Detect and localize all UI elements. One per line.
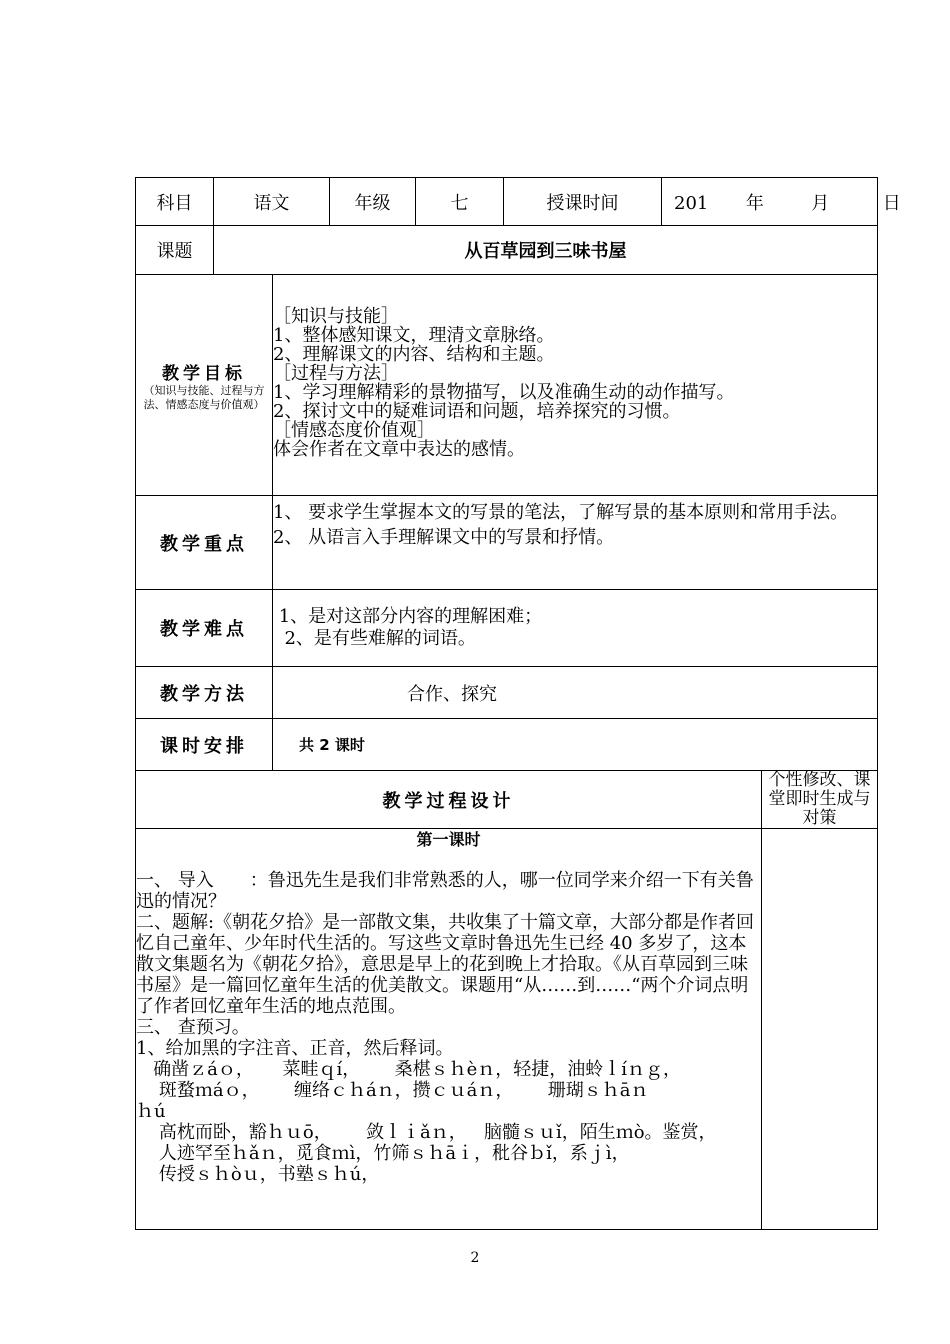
key-points-row	[136, 496, 878, 590]
goal-line: ［过程与方法］	[273, 363, 399, 384]
time-value	[662, 178, 901, 226]
time-label: 授课时间	[504, 178, 662, 226]
goal-line: ［情感态度价值观］	[273, 420, 435, 441]
process-body-row	[136, 829, 878, 1230]
pinyin-line: 高枕而卧，豁ｈｕō， 敛ｌｉǎｎ， 脑髓ｓｕǐ，陌生ｍò。鉴赏，	[136, 1122, 717, 1143]
topic-row	[136, 226, 878, 275]
process-paragraph: 二、题解:《朝花夕拾》是一部散文集，共收集了十篇文章，大部分都是作者回忆自己童年、少年时代生活的。写这些文章时鲁迅先生已经 40 多岁了，这本散文集题名为《朝花夕拾》，意思是早上的花到晚上才拾取。《从百草园到三味书屋》是一篇回忆童年生活的优美散文。课题用“从……到……“两个介词点明了作者回忆童年生活的地点范围。	[136, 912, 755, 1017]
difficulties-row	[136, 590, 878, 667]
process-paragraph: 三、 查预习。	[136, 1017, 250, 1038]
topic-label: 课题	[136, 226, 214, 275]
process-header-row	[136, 771, 878, 829]
goal-line: 2、探讨文中的疑难词语和问题，培养探究的习惯。	[273, 401, 681, 422]
pinyin-line: 人迹罕至ｈǎｎ，觅食ｍì，竹筛ｓｈāｉ，秕谷ｂǐ，系ｊì，	[136, 1143, 630, 1164]
difficulty-line: 1、是对这部分内容的理解困难；	[273, 606, 543, 627]
goals-label: 教学目标	[162, 363, 246, 384]
schedule-value: 共 2 课时	[273, 719, 878, 771]
topic-title: 从百草园到三味书屋	[214, 226, 878, 275]
method-value: 合作、探究	[407, 683, 497, 705]
grade-label: 年级	[330, 178, 416, 226]
lesson-title: 第一课时	[416, 830, 481, 849]
goals-sublabel: （知识与技能、过程与方法、情感态度与价值观）	[143, 383, 265, 411]
goals-label-cell	[136, 275, 273, 496]
pinyin-line: 斑蝥ｍáｏ， 缠络ｃｈáｎ，攒ｃｕáｎ， 珊瑚ｓｈāｎ	[136, 1080, 649, 1101]
key-point-line: 2、 从语言入手理解课文中的写景和抒情。	[273, 527, 615, 548]
goal-line: ［知识与技能］	[273, 306, 399, 327]
method-row	[136, 667, 878, 719]
key-points-label: 教学重点	[136, 496, 273, 590]
pinyin-line: 传授ｓｈòｕ，书塾ｓｈú，	[136, 1164, 380, 1185]
page-number: 2	[470, 1250, 480, 1266]
process-content	[136, 829, 762, 1230]
difficulties-content	[273, 590, 878, 667]
pinyin-line: 确凿ｚáｏ， 菜畦ｑí， 桑椹ｓｈèｎ，轻捷，油蛉ｌíｎｇ，	[136, 1059, 681, 1080]
difficulty-line: 2、是有些难解的词语。	[273, 628, 476, 649]
time-year: 201	[674, 192, 709, 214]
time-month-unit: 月	[811, 192, 830, 214]
header-row	[136, 178, 878, 226]
goals-row	[136, 275, 878, 496]
goal-line: 1、整体感知课文，理清文章脉络。	[273, 325, 555, 346]
goal-line: 2、理解课文的内容、结构和主题。	[273, 344, 555, 365]
method-label: 教学方法	[136, 667, 273, 719]
process-paragraph: 1、给加黑的字注音、正音，然后释词。	[136, 1038, 454, 1059]
schedule-label: 课时安排	[136, 719, 273, 771]
time-year-unit: 年	[745, 192, 764, 214]
method-value-cell	[273, 667, 878, 719]
side-label: 个性修改、课堂即时生成与对策	[762, 771, 878, 829]
goal-line: 1、学习理解精彩的景物描写，以及准确生动的动作描写。	[273, 382, 735, 403]
lesson-plan-table	[135, 177, 901, 1230]
process-label: 教学过程设计	[136, 771, 762, 829]
pinyin-line: ｈú	[136, 1101, 166, 1122]
goal-line: 体会作者在文章中表达的感情。	[273, 439, 525, 460]
subject-value: 语文	[214, 178, 330, 226]
process-paragraph: 一、 导入 ：鲁迅先生是我们非常熟悉的人，哪一位同学来介绍一下有关鲁迅的情况？	[136, 870, 754, 912]
key-points-content	[273, 496, 878, 590]
goals-content	[273, 275, 878, 496]
grade-value: 七	[416, 178, 504, 226]
side-notes-cell	[762, 829, 878, 1230]
time-day-unit: 日	[882, 192, 901, 214]
difficulties-label: 教学难点	[136, 590, 273, 667]
subject-label: 科目	[136, 178, 214, 226]
key-point-line: 1、 要求学生掌握本文的写景的笔法，了解写景的基本原则和常用手法。	[273, 502, 849, 523]
schedule-row	[136, 719, 878, 771]
